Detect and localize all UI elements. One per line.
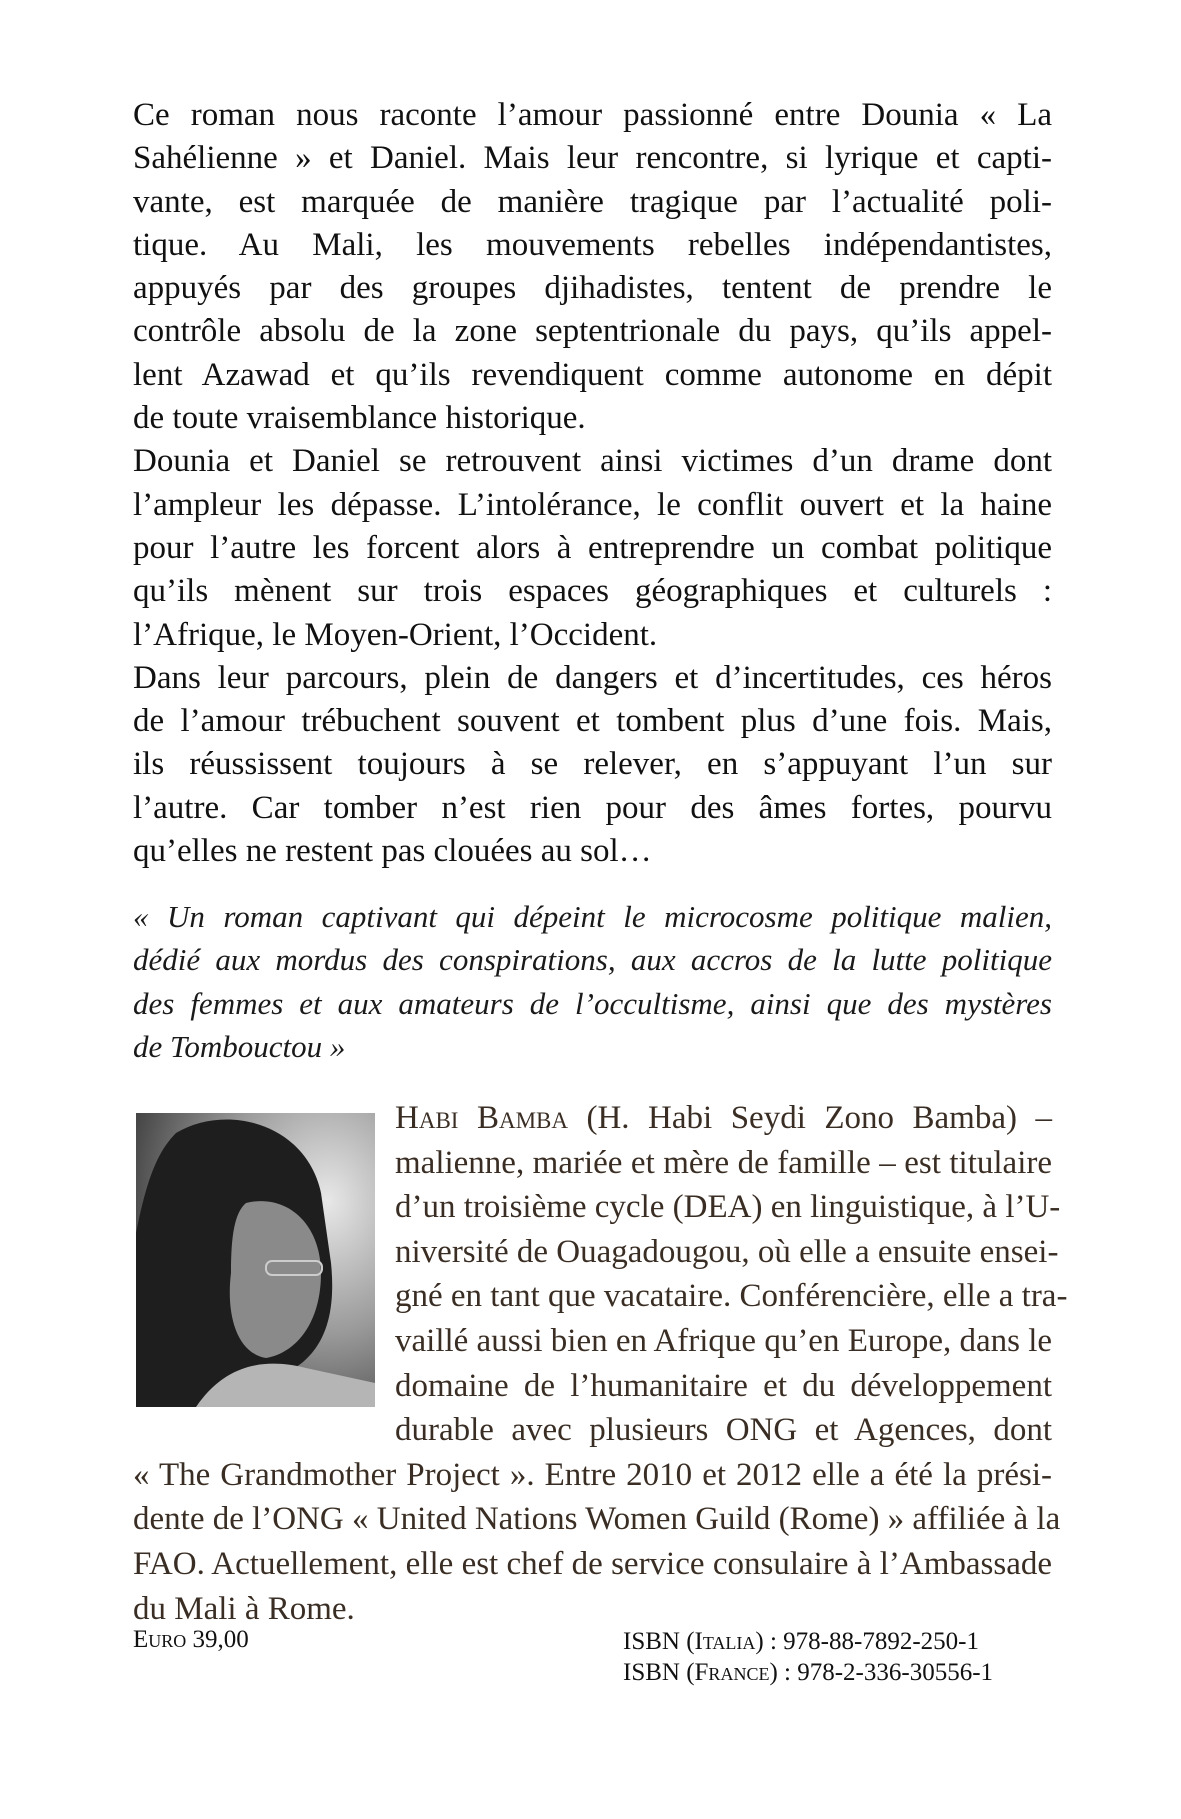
quote-line: dédié aux mordus des conspirations, aux accros de la lutte politique: [133, 942, 1052, 978]
bio-line: FAO. Actuellement, elle est chef de service consulaire à l’Ambassade: [133, 1545, 1052, 1582]
bio-line: domaine de l’humanitaire et du développement: [395, 1367, 1052, 1404]
text-line: Dans leur parcours, plein de dangers et d’incertitudes, ces héros: [133, 659, 1052, 696]
text-line: contrôle absolu de la zone septentrionale du pays, qu’ils appel-: [133, 313, 1052, 350]
text-line: Sahélienne » et Daniel. Mais leur rencontre, si lyrique et capti-: [133, 140, 1052, 177]
text-line: appuyés par des groupes djihadistes, tentent de prendre le: [133, 270, 1052, 307]
price-label: Euro: [133, 1626, 187, 1653]
bio-text: (H. Habi Seydi Zono Bamba) –: [567, 1100, 1052, 1136]
text-line: qu’elles ne restent pas clouées au sol…: [133, 833, 652, 870]
isbn-label: ISBN (France): [623, 1659, 778, 1686]
text-line: Ce roman nous raconte l’amour passionné entre Dounia « La: [133, 97, 1052, 133]
bio-line: vaillé aussi bien en Afrique qu’en Europe, dans le: [395, 1322, 1053, 1359]
isbn-label: ISBN (Italia): [623, 1628, 764, 1655]
text-line: de l’amour trébuchent souvent et tombent plus d’une fois. Mais,: [133, 703, 1052, 740]
quote-line: de Tombouctou »: [133, 1028, 346, 1064]
bio-line: gné en tant que vacataire. Conférencière, elle a tra-: [395, 1278, 1068, 1315]
isbn-italia: [623, 1626, 993, 1657]
review-quote: [133, 895, 1052, 1068]
text-line: de toute vraisemblance historique.: [133, 400, 586, 437]
text-line: tique. Au Mali, les mouvements rebelles indépendantistes,: [133, 226, 1052, 263]
isbn-france: [623, 1657, 993, 1688]
text-line: l’Afrique, le Moyen-Orient, l’Occident.: [133, 616, 658, 653]
text-line: pour l’autre les forcent alors à entreprendre un combat politique: [133, 529, 1052, 566]
text-line: qu’ils mènent sur trois espaces géographiques et culturels :: [133, 573, 1052, 610]
author-bio: [133, 1096, 1068, 1631]
bio-line: [395, 1096, 1052, 1141]
text-line: Dounia et Daniel se retrouvent ainsi victimes d’un drame dont: [133, 443, 1052, 480]
bio-line: durable avec plusieurs ONG et Agences, dont: [395, 1412, 1052, 1449]
bio-line: malienne, mariée et mère de famille – est titulaire: [395, 1144, 1052, 1181]
text-line: l’autre. Car tomber n’est rien pour des âmes fortes, pourvu: [133, 789, 1052, 826]
price-value: 39,00: [192, 1626, 249, 1653]
bio-line: « The Grandmother Project ». Entre 2010 et 2012 elle a été la prési-: [133, 1456, 1052, 1493]
quote-line: « Un roman captivant qui dépeint le microcosme politique malien,: [133, 899, 1052, 934]
bio-line: d’un troisième cycle (DEA) en linguistique, à l’U-: [395, 1189, 1061, 1226]
text-line: vante, est marquée de manière tragique par l’actualité poli-: [133, 183, 1052, 220]
bio-line: du Mali à Rome.: [133, 1590, 355, 1627]
isbn-block: [623, 1626, 993, 1688]
synopsis: [133, 94, 1052, 873]
isbn-value: : 978-88-7892-250-1: [763, 1628, 979, 1655]
quote-line: des femmes et aux amateurs de l’occultisme, ainsi que des mystères: [133, 985, 1052, 1021]
text-line: ils réussissent toujours à se relever, en s’appuyant l’un sur: [133, 746, 1052, 783]
author-name: Habi Bamba: [395, 1100, 568, 1136]
bio-line: niversité de Ouagadougou, où elle a ensuite ensei-: [395, 1233, 1059, 1270]
price: [133, 1626, 249, 1654]
text-line: lent Azawad et qu’ils revendiquent comme autonome en dépit: [133, 356, 1052, 393]
text-line: l’ampleur les dépasse. L’intolérance, le conflit ouvert et la haine: [133, 486, 1052, 523]
isbn-value: : 978-2-336-30556-1: [777, 1659, 994, 1686]
bio-line: dente de l’ONG « United Nations Women Guild (Rome) » affiliée à la: [133, 1501, 1061, 1538]
